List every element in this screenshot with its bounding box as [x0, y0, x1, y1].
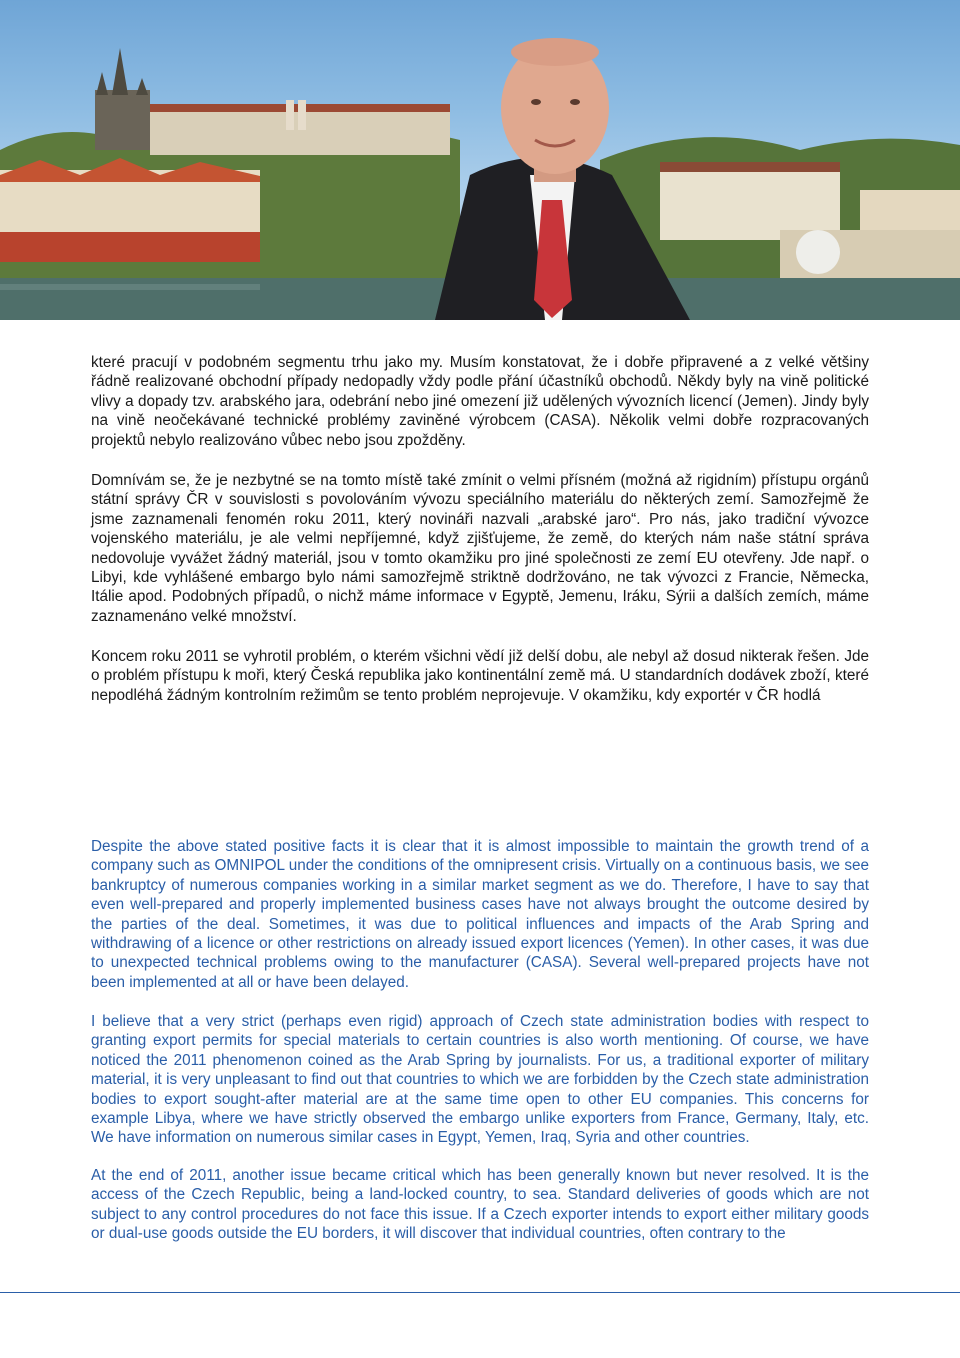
- header-photo: [0, 0, 960, 320]
- bottom-rule: [0, 1292, 960, 1293]
- english-text: Despite the above stated positive facts it is clear that it is almost impossible to maintain the growth trend of a company such as OMNIPOL under the conditions of the omnipresent crisis. Virtually on a continuous basis, we see bankruptcy of numerous companies working in a similar market segment as we do. Therefore, I have to say that even well-prepared and properly implemented business cases have not always brought the outcome desired by the parties of the deal. Sometimes, it was due to political influences and impacts of the Arab Spring and withdrawing of a licence or other restrictions on already issued export licences (Yemen). In other cases, it was due to unexpected technical problems owing to the manufacturer (CASA). Several well-prepared projects have not been implemented at all or have been delayed.: [91, 838, 869, 991]
- cathedral-spire-small: [96, 72, 108, 95]
- czech-text: které pracují v podobném segmentu trhu jako my. Musím konstatovat, že i dobře připravené a z velké většiny řádně realizované obchodní případy nedopadly vždy podle přání účastníků obchodů. Někdy byly na vině politické vlivy a dopady tzv. arabského jara, odebrání nebo jiné omezení již udělených vývozních licencí (Jemen). Jindy byly na vině neočekávané technické problémy zaviněné výrobcem (CASA). Několik velmi dobře rozpracovaných projektů nebylo realizováno vůbec nebo jsou zpožděny.: [91, 354, 869, 449]
- palace-building: [660, 170, 840, 240]
- cathedral-spire-small: [136, 78, 148, 95]
- english-text: I believe that a very strict (perhaps even rigid) approach of Czech state administration bodies with respect to granting export permits for special materials to certain countries is also worth mentioning. Of course, we have noticed the 2011 phenomenon coined as the Arab Spring by journalists. For us, a traditional exporter of military material, it is very unpleasant to find out that countries to which we are forbidden by the Czech state administration bodies to export sought-after material are at the same time open to other EU companies. This concerns for example Libya, where we have strictly observed the embargo unlike exporters from France, Germany, Italy, etc. We have information on numerous similar cases in Egypt, Yemen, Iraq, Syria and other countries.: [91, 1013, 869, 1147]
- cathedral-spire: [112, 48, 128, 95]
- cathedral-body: [95, 90, 150, 150]
- forehead: [511, 38, 599, 66]
- english-paragraph-1: [91, 837, 869, 992]
- river-reflection: [0, 284, 260, 290]
- czech-paragraph-2: [91, 471, 869, 626]
- roof-row: [0, 232, 260, 262]
- tower: [298, 100, 306, 130]
- czech-paragraph-3: [91, 647, 869, 705]
- czech-text: Domnívám se, že je nezbytné se na tomto místě také zmínit o velmi přísném (možná až rigidním) přístupu orgánů státní správy ČR v souvislosti s povolováním vývozu speciálního materiálu do některých zemí. Samozřejmě že jsme zaznamenali fenomén roku 2011, který novináři nazvali „arabské jaro“. Pro nás, jako tradiční vývozce vojenského materiálu, je ale velmi nepříjemné, když zjišťujeme, že země, do kterých nám naše státní správa nedovoluje vyvážet žádný materiál, jsou v tomto okamžiku pro jiné společnosti ze zemí EU otevřeny. Jde např. o Libyi, kde vyhlášené embargo bylo námi samozřejmě striktně dodržováno, ne tak vývozci z Francie, Německa, Itálie apod. Podobných případů, o nichž máme informace v Egyptě, Jemenu, Iráku, Sýrii a dalších zemích, máme zaznamenáno velké množství.: [91, 472, 869, 625]
- tower: [286, 100, 294, 130]
- eye: [570, 99, 580, 105]
- czech-text: Koncem roku 2011 se vyhrotil problém, o kterém všichni vědí již delší dobu, ale nebyl až dosud nikterak řešen. Jde o problém přístupu k moři, který Česká republika jako kontinentální země má. U standardních dodávek zboží, které nepodléhá žádným kontrolním režimům se tento problém neprojevuje. V okamžiku, kdy exportér v ČR hodlá: [91, 648, 869, 704]
- balloon-icon: [796, 230, 840, 274]
- english-text: At the end of 2011, another issue became critical which has been generally known but never resolved. It is the access of the Czech Republic, being a land-locked country, to sea. Standard deliveries of goods which are not subject to any control procedures do not face this issue. If a Czech exporter intends to export either military goods or dual-use goods outside the EU borders, it will discover that individual countries, often contrary to the: [91, 1167, 869, 1243]
- eye: [531, 99, 541, 105]
- prague-castle-panorama-with-portrait-icon: [0, 0, 960, 320]
- building: [860, 190, 960, 230]
- czech-paragraph-1: [91, 353, 869, 450]
- english-paragraph-2: [91, 1012, 869, 1148]
- english-paragraph-3: [91, 1166, 869, 1244]
- palace-roof: [660, 162, 840, 172]
